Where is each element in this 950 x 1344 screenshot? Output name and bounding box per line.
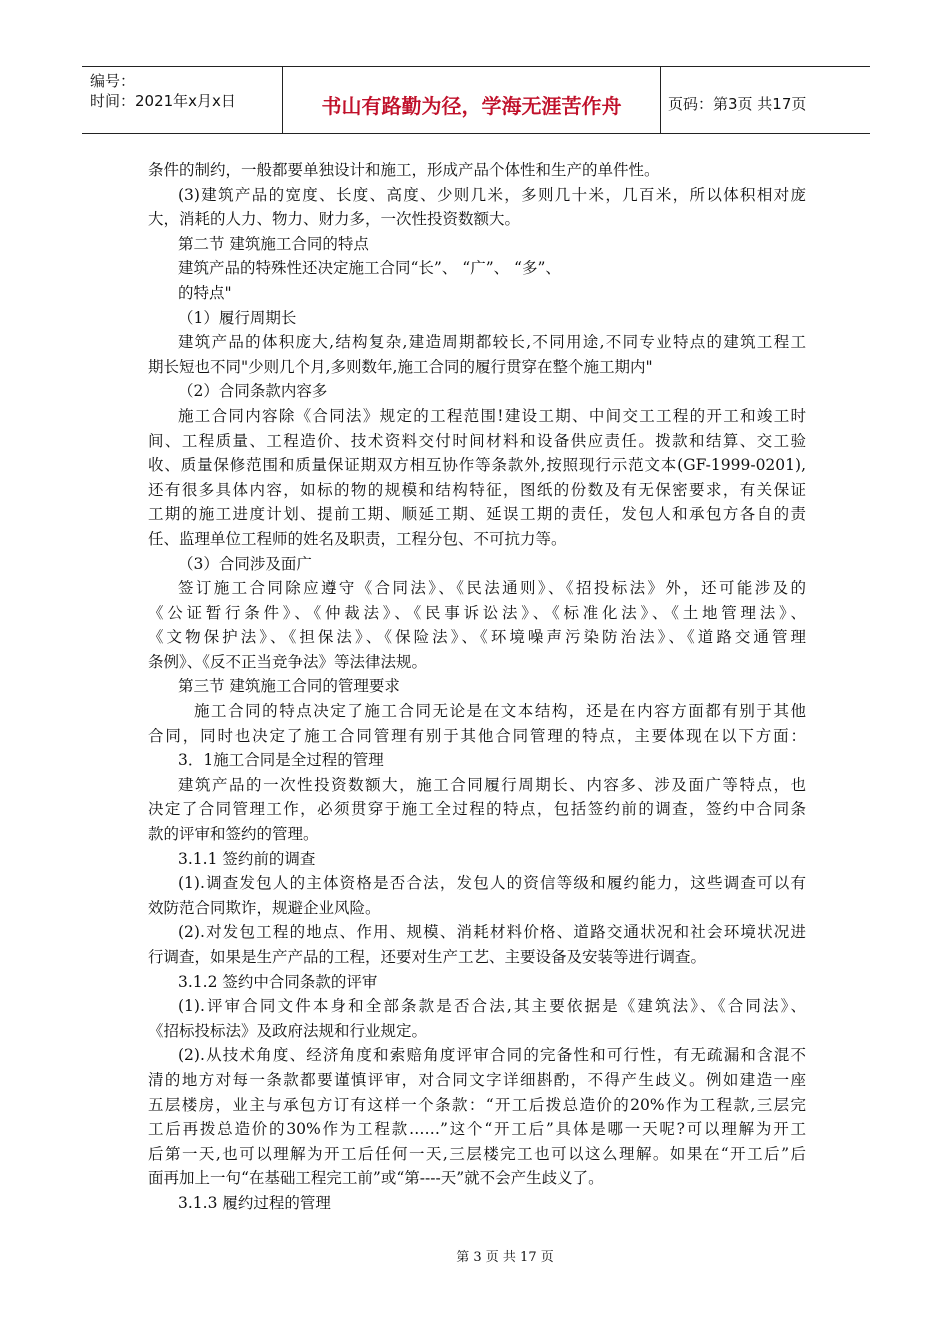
section-heading: 第二节 建筑施工合同的特点 (178, 234, 369, 253)
text-line: 工期的施工进度计划、提前工期、顺延工期、延误工期的责任，发包人和承包方各自的责 (148, 505, 806, 524)
text-line: 行调查，如果是生产产品的工程，还要对生产工艺、主要设备及安装等进行调查。 (148, 948, 707, 966)
text-line: 收、质量保修范围和质量保证期双方相互协作等条款外,按照现行示范文本(GF-1999-0201), (148, 456, 806, 475)
header-meta (82, 67, 282, 133)
text-line: 建筑产品的一次性投资数额大，施工合同履行周期长、内容多、涉及面广等特点，也 (178, 775, 806, 794)
header-motto: 书山有路勤为径，学海无涯苦作舟 (321, 93, 622, 118)
text-line: 建筑产品的特殊性还决定施工合同“长”、 “广”、 “多”、 (178, 259, 561, 278)
header-divider (660, 67, 661, 133)
header-page-info: 页码：第3页 共17页 (668, 94, 807, 113)
text-line: 大，消耗的人力、物力、财力多，一次性投资数额大。 (148, 210, 521, 229)
page-footer: 第 3 页 共 17 页 (456, 1250, 554, 1265)
text-line: 施工合同的特点决定了施工合同无论是在文本结构，还是在内容方面都有别于其他 (194, 702, 806, 721)
text-line: (2).对发包工程的地点、作用、规模、消耗材料价格、道路交通状况和社会环境状况进 (178, 923, 806, 942)
text-line: 条件的制约，一般都要单独设计和施工，形成产品个体性和生产的单件性。 (148, 161, 660, 179)
text-line: 决定了合同管理工作，必须贯穿于施工全过程的特点，包括签约前的调查，签约中合同条 (148, 800, 806, 819)
text-line: 任、监理单位工程师的姓名及职责，工程分包、不可抗力等。 (148, 529, 567, 548)
text-line: 《文物保护法》、《担保法》、《保险法》、《环境噪声污染防治法》、《道路交通管理 (148, 628, 806, 647)
document-number-label: 编号： (90, 72, 136, 90)
subsection-heading: （1）履行周期长 (178, 308, 297, 327)
text-line: 的特点" (178, 283, 232, 302)
text-line: 五层楼房，业主与承包方订有这样一个条款：“开工后拨总造价的20%作为工程款,三层完 (148, 1095, 806, 1114)
subsection-heading: 3.1.1 签约前的调查 (178, 849, 316, 868)
subsection-heading: （2）合同条款内容多 (178, 382, 328, 401)
subsection-heading: 3.1.3 履约过程的管理 (178, 1193, 331, 1212)
text-line: 建筑产品的体积庞大,结构复杂,建造周期都较长,不同用途,不同专业特点的建筑工程工 (178, 333, 806, 352)
document-body (148, 158, 806, 1216)
text-line: (3)建筑产品的宽度、长度、高度、少则几米，多则几十米，几百米，所以体积相对庞 (178, 185, 806, 204)
text-line: (1).评审合同文件本身和全部条款是否合法,其主要依据是《建筑法》、《合同法》、 (178, 997, 806, 1016)
text-line: 款的评审和签约的管理。 (148, 825, 319, 844)
text-line: 期长短也不同"少则几个月,多则数年,施工合同的履行贯穿在整个施工期内" (148, 357, 653, 376)
text-line: 清的地方对每一条款都要谨慎评审，对合同文字详细斟酌，不得产生歧义。例如建造一座 (148, 1070, 806, 1089)
text-line: 《公证暂行条件》、《仲裁法》、《民事诉讼法》、《标准化法》、《土地管理法》、 (148, 603, 806, 622)
text-line: 施工合同内容除《合同法》规定的工程范围!建设工期、中间交工工程的开工和竣工时 (178, 406, 806, 425)
text-line: 条例》、《反不正当竞争法》等法律法规。 (148, 652, 428, 671)
subsection-heading: 3．1施工合同是全过程的管理 (178, 751, 384, 770)
text-line: 工后再拨总造价的30%作为工程款……”这个“开工后”具体是哪一天呢?可以理解为开工 (148, 1120, 806, 1139)
section-heading: 第三节 建筑施工合同的管理要求 (178, 677, 400, 696)
text-line: (2).从技术角度、经济角度和索赔角度评审合同的完备性和可行性，有无疏漏和含混不 (178, 1046, 806, 1065)
text-line: 后第一天,也可以理解为开工后任何一天,三层楼完工也可以这么理解。如果在“开工后”后 (148, 1144, 806, 1163)
text-line: 效防范合同欺诈，规避企业风险。 (148, 898, 381, 917)
document-time-label: 时间：2021年x月x日 (90, 92, 236, 110)
text-line: 合同，同时也决定了施工合同管理有别于其他合同管理的特点，主要体现在以下方面： (148, 726, 806, 745)
subsection-heading: （3）合同涉及面广 (178, 554, 312, 573)
text-line: 签订施工合同除应遵守《合同法》、《民法通则》、《招投标法》外，还可能涉及的 (178, 579, 806, 598)
text-line: (1).调查发包人的主体资格是否合法，发包人的资信等级和履约能力，这些调查可以有 (178, 874, 806, 893)
text-line: 还有很多具体内容，如标的物的规模和结构特征，图纸的份数及有无保密要求，有关保证 (148, 480, 806, 499)
subsection-heading: 3.1.2 签约中合同条款的评审 (178, 972, 378, 991)
text-line: 间、工程质量、工程造价、技术资料交付时间材料和设备供应责任。拨款和结算、交工验 (148, 431, 806, 450)
page-header (82, 66, 870, 134)
text-line: 《招标投标法》及政府法规和行业规定。 (148, 1021, 428, 1040)
text-line: 面再加上一句“在基础工程完工前”或“第----天”就不会产生歧义了。 (148, 1169, 604, 1188)
